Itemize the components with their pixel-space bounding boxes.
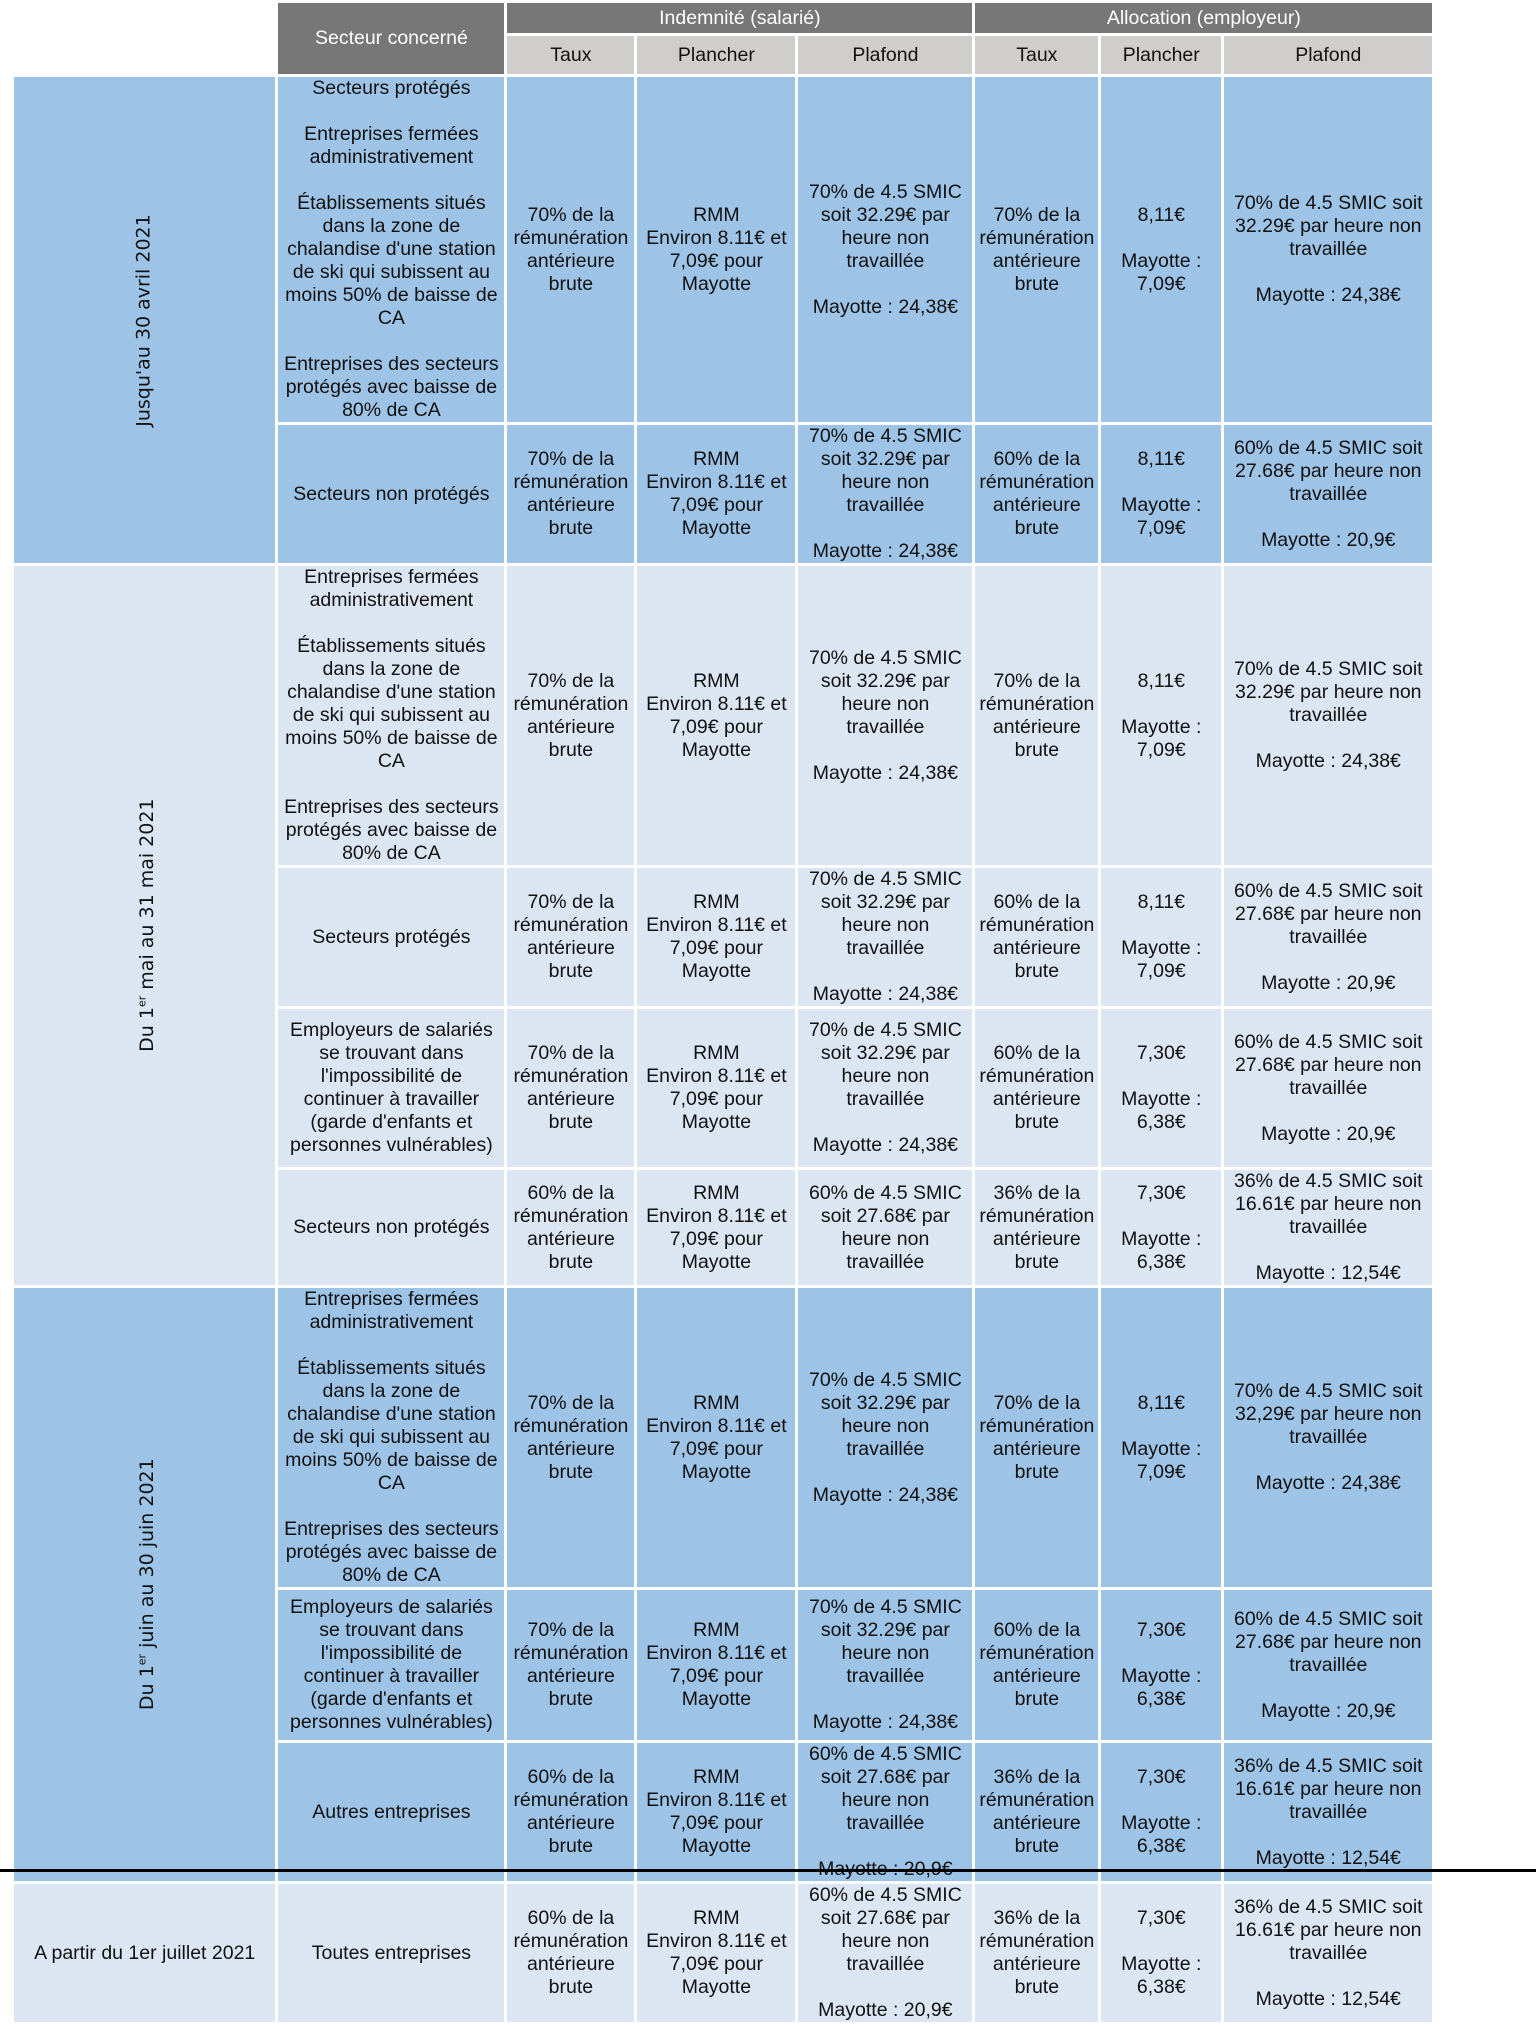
cell-all-taux: 70% de la rémunération antérieure brute [975,1288,1098,1587]
cell-all-plafond: 70% de 4.5 SMIC soit 32.29€ par heure non travaillée Mayotte : 24,38€ [1224,77,1432,422]
table-row [14,1288,1432,1587]
cell-all-plancher: 8,11€ Mayotte : 7,09€ [1101,77,1221,422]
cell-ind-plafond: 60% de 4.5 SMIC soit 27.68€ par heure non travaillée [798,1743,972,1881]
cell-ind-plafond: 70% de 4.5 SMIC soit 32.29€ par heure non travaillée Mayotte : 24,38€ [798,1288,972,1587]
cell-ind-plancher: RMM Environ 8.11€ et 7,09€ pour Mayotte [637,868,795,1006]
cell-all-plafond: 60% de 4.5 SMIC soit 27.68€ par heure non travaillée Mayotte : 20,9€ [1224,1009,1432,1167]
cell-all-plancher: 8,11€ Mayotte : 7,09€ [1101,566,1221,865]
cell-all-taux: 70% de la rémunération antérieure brute [975,77,1098,422]
header-ind-plancher: Plancher [637,36,795,74]
cell-ind-plancher: RMM Environ 8.11€ et 7,09€ pour Mayotte [637,425,795,563]
cell-sector: Entreprises fermées administrativement Établissements situés dans la zone de chalandise d'une station de ski qui subissent au moins 50% de baisse de CA Entreprises des secteurs protégés avec baisse de 80% de CA [278,1288,504,1587]
period-label [14,566,275,1285]
cell-ind-plafond: 70% de 4.5 SMIC soit 32.29€ par heure non travaillée Mayotte : 24,38€ [798,1590,972,1740]
cell-all-taux: 70% de la rémunération antérieure brute [975,566,1098,865]
cell-ind-plafond: 70% de 4.5 SMIC soit 32.29€ par heure non travaillée Mayotte : 24,38€ [798,77,972,422]
cell-all-plafond: 60% de 4.5 SMIC soit 27.68€ par heure non travaillée Mayotte : 20,9€ [1224,1590,1432,1740]
cell-ind-plancher: RMM Environ 8.11€ et 7,09€ pour Mayotte [637,1884,795,2022]
cell-all-taux: 36% de la rémunération antérieure brute [975,1170,1098,1285]
cell-sector: Secteurs protégés Entreprises fermées administrativement Établissements situés dans la zone de chalandise d'une station de ski qui subissent au moins 50% de baisse de CA Entreprises des secteurs protégés avec baisse de 80% de CA [278,77,504,422]
cell-ind-taux: 70% de la rémunération antérieure brute [507,425,634,563]
cell-ind-taux: 70% de la rémunération antérieure brute [507,1288,634,1587]
cell-all-taux: 60% de la rémunération antérieure brute [975,1009,1098,1167]
cell-all-plancher: 7,30€ Mayotte : 6,38€ [1101,1743,1221,1881]
cell-all-plancher: 7,30€ Mayotte : 6,38€ [1101,1884,1221,2022]
period-label [14,1288,275,1881]
period-label [14,77,275,563]
cell-all-plafond: 36% de 4.5 SMIC soit 16.61€ par heure non travaillée Mayotte : 12,54€ [1224,1884,1432,2022]
cell-all-plafond: 36% de 4.5 SMIC soit 16.61€ par heure non travaillée Mayotte : 12,54€ [1224,1170,1432,1285]
cell-all-plancher: 7,30€ Mayotte : 6,38€ [1101,1590,1221,1740]
cell-sector: Toutes entreprises [278,1884,504,2022]
cell-sector: Autres entreprises [278,1743,504,1881]
cell-all-plancher: 8,11€ Mayotte : 7,09€ [1101,425,1221,563]
cell-ind-plafond: 60% de 4.5 SMIC soit 27.68€ par heure non travaillée [798,1170,972,1285]
cell-ind-plancher: RMM Environ 8.11€ et 7,09€ pour Mayotte [637,77,795,422]
cell-all-plafond: 60% de 4.5 SMIC soit 27.68€ par heure non travaillée Mayotte : 20,9€ [1224,425,1432,563]
cell-ind-taux: 70% de la rémunération antérieure brute [507,566,634,865]
cell-ind-plafond: 60% de 4.5 SMIC soit 27.68€ par heure non travaillée Mayotte : 20,9€ [798,1884,972,2022]
table-row [14,1884,1432,2022]
cell-all-plancher: 7,30€ Mayotte : 6,38€ [1101,1009,1221,1167]
header-ind-taux: Taux [507,36,634,74]
cell-all-taux: 36% de la rémunération antérieure brute [975,1884,1098,2022]
cell-ind-taux: 70% de la rémunération antérieure brute [507,868,634,1006]
cell-all-plafond: 70% de 4.5 SMIC soit 32,29€ par heure non travaillée Mayotte : 24,38€ [1224,1288,1432,1587]
cell-all-plancher: 7,30€ Mayotte : 6,38€ [1101,1170,1221,1285]
table-row [14,566,1432,865]
period-label-text: Jusqu'au 30 avril 2021 [133,213,156,427]
cell-sector: Secteurs protégés [278,868,504,1006]
cell-ind-plancher: RMM Environ 8.11€ et 7,09€ pour Mayotte [637,566,795,865]
cell-ind-plancher: RMM Environ 8.11€ et 7,09€ pour Mayotte [637,1170,795,1285]
header-sector: Secteur concerné [278,3,504,74]
cell-ind-taux: 60% de la rémunération antérieure brute [507,1884,634,2022]
cell-ind-plafond: 70% de 4.5 SMIC soit 32.29€ par heure non travaillée Mayotte : 24,38€ [798,425,972,563]
header-all-taux: Taux [975,36,1098,74]
cell-ind-taux: 70% de la rémunération antérieure brute [507,77,634,422]
cell-ind-plancher: RMM Environ 8.11€ et 7,09€ pour Mayotte [637,1743,795,1881]
cell-ind-plancher: RMM Environ 8.11€ et 7,09€ pour Mayotte [637,1590,795,1740]
cell-all-plafond: 60% de 4.5 SMIC soit 27.68€ par heure non travaillée Mayotte : 20,9€ [1224,868,1432,1006]
cell-ind-taux: 70% de la rémunération antérieure brute [507,1590,634,1740]
cell-sector: Secteurs non protégés [278,1170,504,1285]
cell-sector: Entreprises fermées administrativement Établissements situés dans la zone de chalandise d'une station de ski qui subissent au moins 50% de baisse de CA Entreprises des secteurs protégés avec baisse de 80% de CA [278,566,504,865]
header-group-indemnite: Indemnité (salarié) [507,3,972,33]
cell-all-plafond: 70% de 4.5 SMIC soit 32.29€ par heure non travaillée Mayotte : 24,38€ [1224,566,1432,865]
cell-sector: Employeurs de salariés se trouvant dans l'impossibilité de continuer à travailler (garde d'enfants et personnes vulnérables) [278,1009,504,1167]
cell-ind-taux: 60% de la rémunération antérieure brute [507,1743,634,1881]
activity-allowance-table [11,0,1435,2025]
cell-all-plafond: 36% de 4.5 SMIC soit 16.61€ par heure non travaillée Mayotte : 12,54€ [1224,1743,1432,1881]
cell-ind-plancher: RMM Environ 8.11€ et 7,09€ pour Mayotte [637,1288,795,1587]
header-all-plancher: Plancher [1101,36,1221,74]
cell-ind-plafond: 70% de 4.5 SMIC soit 32.29€ par heure non travaillée Mayotte : 24,38€ [798,566,972,865]
cell-sector: Employeurs de salariés se trouvant dans l'impossibilité de continuer à travailler (garde d'enfants et personnes vulnérables) [278,1590,504,1740]
cell-ind-taux: 60% de la rémunération antérieure brute [507,1170,634,1285]
header-ind-plafond: Plafond [798,36,972,74]
corner-blank [14,3,275,74]
table-row [14,77,1432,422]
cell-all-plancher: 8,11€ Mayotte : 7,09€ [1101,1288,1221,1587]
cell-all-taux: 60% de la rémunération antérieure brute [975,868,1098,1006]
period-label-text: Du 1er juin au 30 juin 2021 [135,1458,158,1711]
header-group-allocation: Allocation (employeur) [975,3,1432,33]
period-label-text: Du 1er mai au 31 mai 2021 [135,798,158,1053]
cell-ind-plancher: RMM Environ 8.11€ et 7,09€ pour Mayotte [637,1009,795,1167]
cell-all-taux: 60% de la rémunération antérieure brute [975,1590,1098,1740]
cell-all-taux: 36% de la rémunération antérieure brute [975,1743,1098,1881]
cell-ind-taux: 70% de la rémunération antérieure brute [507,1009,634,1167]
cell-all-taux: 60% de la rémunération antérieure brute [975,425,1098,563]
cell-sector: Secteurs non protégés [278,425,504,563]
cell-all-plancher: 8,11€ Mayotte : 7,09€ [1101,868,1221,1006]
period-label: A partir du 1er juillet 2021 [14,1884,275,2022]
cell-ind-plafond: 70% de 4.5 SMIC soit 32.29€ par heure non travaillée Mayotte : 24,38€ [798,868,972,1006]
header-all-plafond: Plafond [1224,36,1432,74]
cell-ind-plafond: 70% de 4.5 SMIC soit 32.29€ par heure non travaillée Mayotte : 24,38€ [798,1009,972,1167]
